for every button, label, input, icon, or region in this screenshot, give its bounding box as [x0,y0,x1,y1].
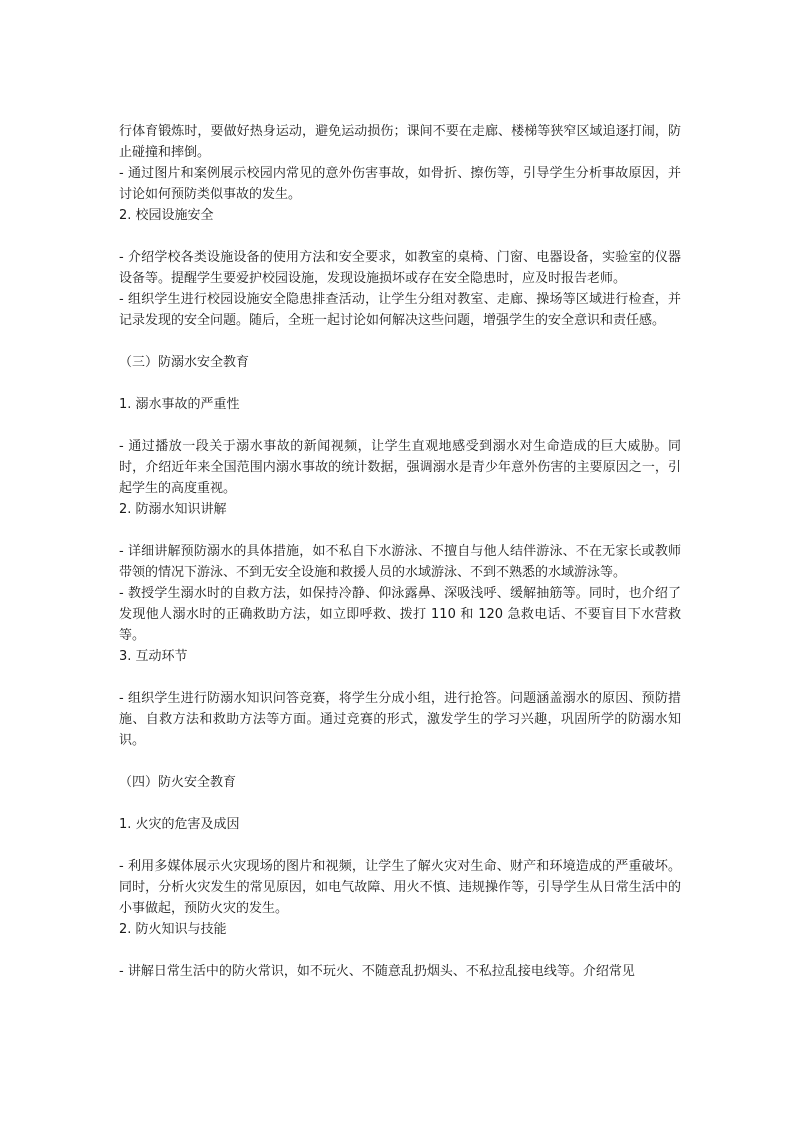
section-heading: 1. 火灾的危害及成因 [119,817,240,832]
blank-line [119,226,681,247]
blank-line [119,793,681,814]
blank-line [119,835,681,856]
blank-line [119,520,681,541]
body-paragraph: - 详细讲解预防溺水的具体措施，如不私自下水游泳、不擅自与他人结伴游泳、不在无家长或教师带领的情况下游泳、不到无安全设施和救援人员的水域游泳、不到不熟悉的水域游泳等。 [119,544,681,580]
body-paragraph: - 利用多媒体展示火灾现场的图片和视频，让学生了解火灾对生命、财产和环境造成的严重破坏。同时，分析火灾发生的常见原因，如电气故障、用火不慎、违规操作等，引导学生从日常生活中的小事做起，预防火灾的发生。 [119,859,681,916]
section-heading: 2. 防溺水知识讲解 [119,502,227,517]
blank-line [119,415,681,436]
blank-line [119,373,681,394]
blank-line [119,940,681,961]
section-heading: 3. 互动环节 [119,649,188,664]
section-heading: 1. 溺水事故的严重性 [119,397,240,412]
section-heading: （三）防溺水安全教育 [119,355,250,370]
body-paragraph: - 讲解日常生活中的防火常识，如不玩火、不随意乱扔烟头、不私拉乱接电线等。介绍常见 [119,964,635,979]
blank-line [119,751,681,772]
blank-line [119,667,681,688]
body-paragraph: - 组织学生进行校园设施安全隐患排查活动，让学生分组对教室、走廊、操场等区域进行检查，并记录发现的安全问题。随后，全班一起讨论如何解决这些问题，增强学生的安全意识和责任感。 [119,292,681,328]
section-heading: 2. 防火知识与技能 [119,922,227,937]
section-heading: （四）防火安全教育 [119,775,237,790]
body-paragraph: - 介绍学校各类设施设备的使用方法和安全要求，如教室的桌椅、门窗、电器设备，实验室的仪器设备等。提醒学生要爱护校园设施，发现设施损坏或存在安全隐患时，应及时报告老师。 [119,250,681,286]
body-paragraph: - 组织学生进行防溺水知识问答竞赛，将学生分成小组，进行抢答。问题涵盖溺水的原因、预防措施、自救方法和救助方法等方面。通过竞赛的形式，激发学生的学习兴趣，巩固所学的防溺水知识。 [119,691,681,748]
body-paragraph: - 教授学生溺水时的自救方法，如保持冷静、仰泳露鼻、深吸浅呼、缓解抽筋等。同时，也介绍了发现他人溺水时的正确救助方法，如立即呼救、拨打 110 和 120 急救电话、不要盲目下水营救等。 [119,586,681,643]
section-heading: 2. 校园设施安全 [119,208,214,223]
blank-line [119,331,681,352]
body-paragraph: - 通过播放一段关于溺水事故的新闻视频，让学生直观地感受到溺水对生命造成的巨大威胁。同时，介绍近年来全国范围内溺水事故的统计数据，强调溺水是青少年意外伤害的主要原因之一，引起学生的高度重视。 [119,439,681,496]
body-paragraph: 行体育锻炼时，要做好热身运动，避免运动损伤；课间不要在走廊、楼梯等狭窄区域追逐打闹，防止碰撞和摔倒。 [119,124,681,160]
body-paragraph: - 通过图片和案例展示校园内常见的意外伤害事故，如骨折、擦伤等，引导学生分析事故原因，并讨论如何预防类似事故的发生。 [119,166,681,202]
document-body [119,121,681,982]
